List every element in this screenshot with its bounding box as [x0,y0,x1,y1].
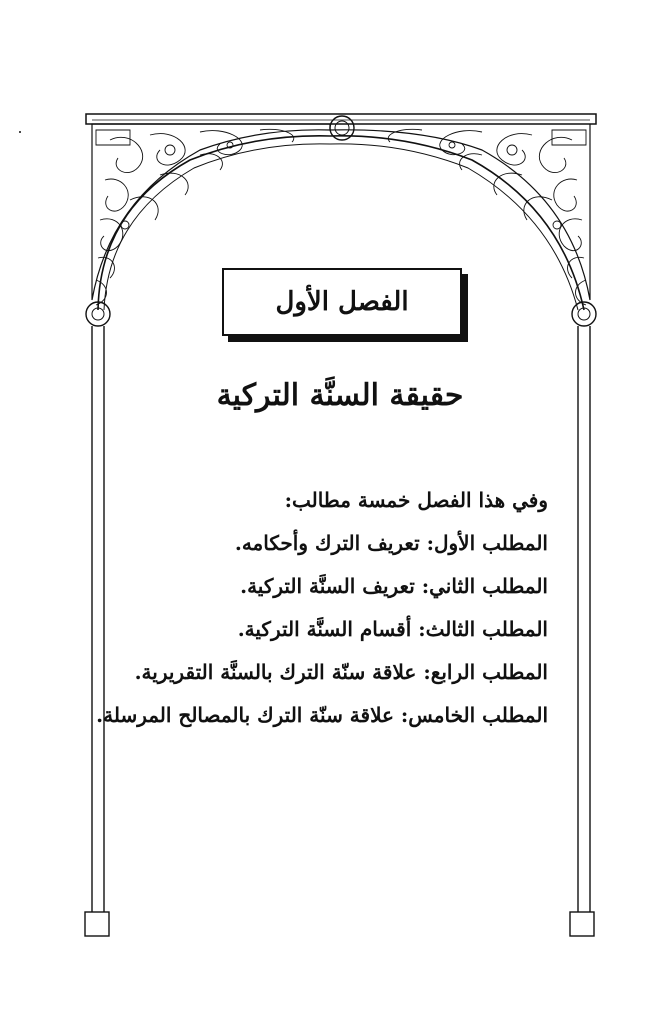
item-text: أقسام السنَّة التركية. [237,617,412,641]
list-item [108,565,548,608]
chapter-contents [96,478,548,737]
list-item [108,522,548,565]
item-heading: المطلب الخامس: [400,703,548,727]
item-text: تعريف الترك وأحكامه. [234,531,420,555]
list-item [96,694,548,737]
item-heading: المطلب الرابع: [423,660,548,684]
intro-line: وفي هذا الفصل خمسة مطالب: [284,488,548,512]
item-text: علاقة سنّة الترك بالسنَّة التقريرية. [134,660,417,684]
chapter-heading-box [222,268,462,336]
item-heading: المطلب الثالث: [418,617,548,641]
item-text: علاقة سنّة الترك بالمصالح المرسلة. [96,703,394,727]
item-text: تعريف السنَّة التركية. [240,574,415,598]
item-heading: المطلب الأول: [426,531,548,555]
list-item [108,651,548,694]
page-title: حقيقة السنَّة التركية [216,378,464,413]
chapter-label: الفصل الأول [275,287,409,317]
item-heading: المطلب الثاني: [421,574,548,598]
list-item [108,608,548,651]
